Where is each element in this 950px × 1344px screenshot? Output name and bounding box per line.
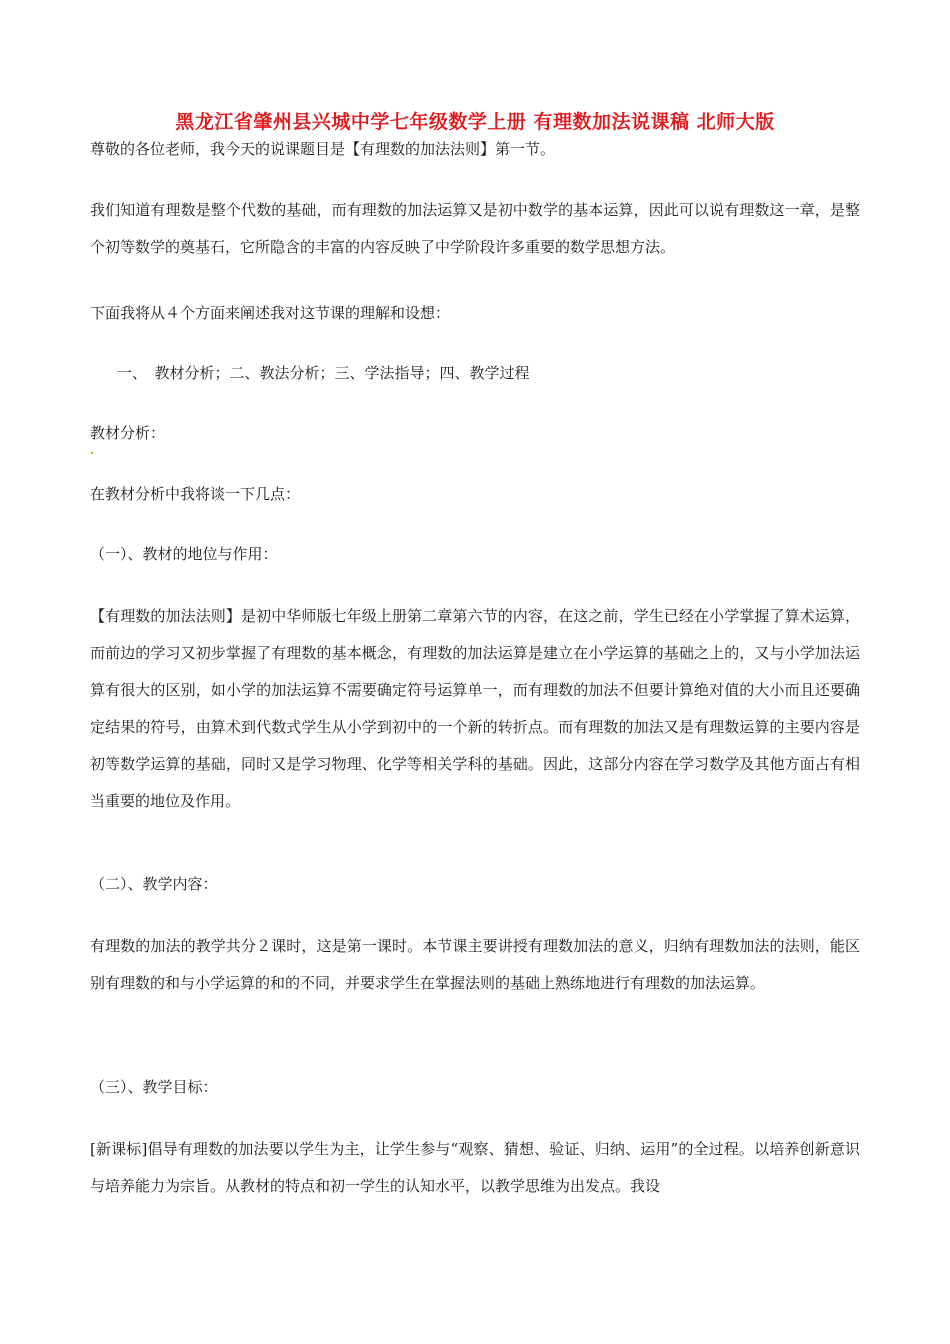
paragraph-intro: 我们知道有理数是整个代数的基础，而有理数的加法运算又是初中数学的基本运算，因此可以说有理数这一章，是整个初等数学的奠基石，它所隐含的丰富的内容反映了中学阶段许多重要的数学思想方法。 — [90, 201, 860, 256]
paragraph-outline-lead: 下面我将从４个方面来阐述我对这节课的理解和设想： — [90, 304, 451, 322]
document-title: 黑龙江省肇州县兴城中学七年级数学上册 有理数加法说课稿 北师大版 — [175, 111, 775, 133]
paragraph-teaching-content: 有理数的加法的教学共分２课时，这是第一课时。本节课主要讲授有理数加法的意义，归纳有理数加法的法则，能区别有理数的和与小学运算的和的不同，并要求学生在掌握法则的基础上熟练地进行有理数的加法运算。 — [90, 937, 860, 992]
heading-material-analysis: 教材分析： — [90, 424, 166, 442]
heading-teaching-goals: （三）、教学目标： — [90, 1078, 218, 1096]
decorative-dot — [91, 452, 93, 454]
paragraph-position-role: 【有理数的加法法则】是初中华师版七年级上册第二章第六节的内容，在这之前，学生已经在小学掌握了算术运算，而前边的学习又初步掌握了有理数的基本概念，有理数的加法运算是建立在小学运算的基础之上的，又与小学加法运算有很大的区别，如小学的加法运算不需要确定符号运算单一，而有理数的加法不但要计算绝对值的大小而且还要确定结果的符号，由算术到代数式学生从小学到初中的一个新的转折点。而有理数的加法又是有理数运算的主要内容是初等数学运算的基础，同时又是学习物理、化学等相关学科的基础。因此，这部分内容在学习数学及其他方面占有相当重要的地位及作用。 — [90, 607, 860, 810]
paragraph-analysis-lead: 在教材分析中我将谈一下几点： — [90, 485, 301, 503]
paragraph-teaching-goals: [新课标]倡导有理数的加法要以学生为主，让学生参与“观察、猜想、验证、归纳、运用”的全过程。以培养创新意识与培养能力为宗旨。从教材的特点和初一学生的认知水平，以教学思维为出发点。我设 — [90, 1140, 860, 1195]
paragraph-outline-items: 一、 教材分析；二、教法分析；三、学法指导；四、教学过程 — [117, 364, 530, 382]
paragraph-greeting: 尊敬的各位老师，我今天的说课题目是【有理数的加法法则】第一节。 — [90, 140, 556, 158]
heading-teaching-content: （二）、教学内容： — [90, 875, 218, 893]
heading-position-role: （一）、教材的地位与作用： — [90, 545, 278, 563]
